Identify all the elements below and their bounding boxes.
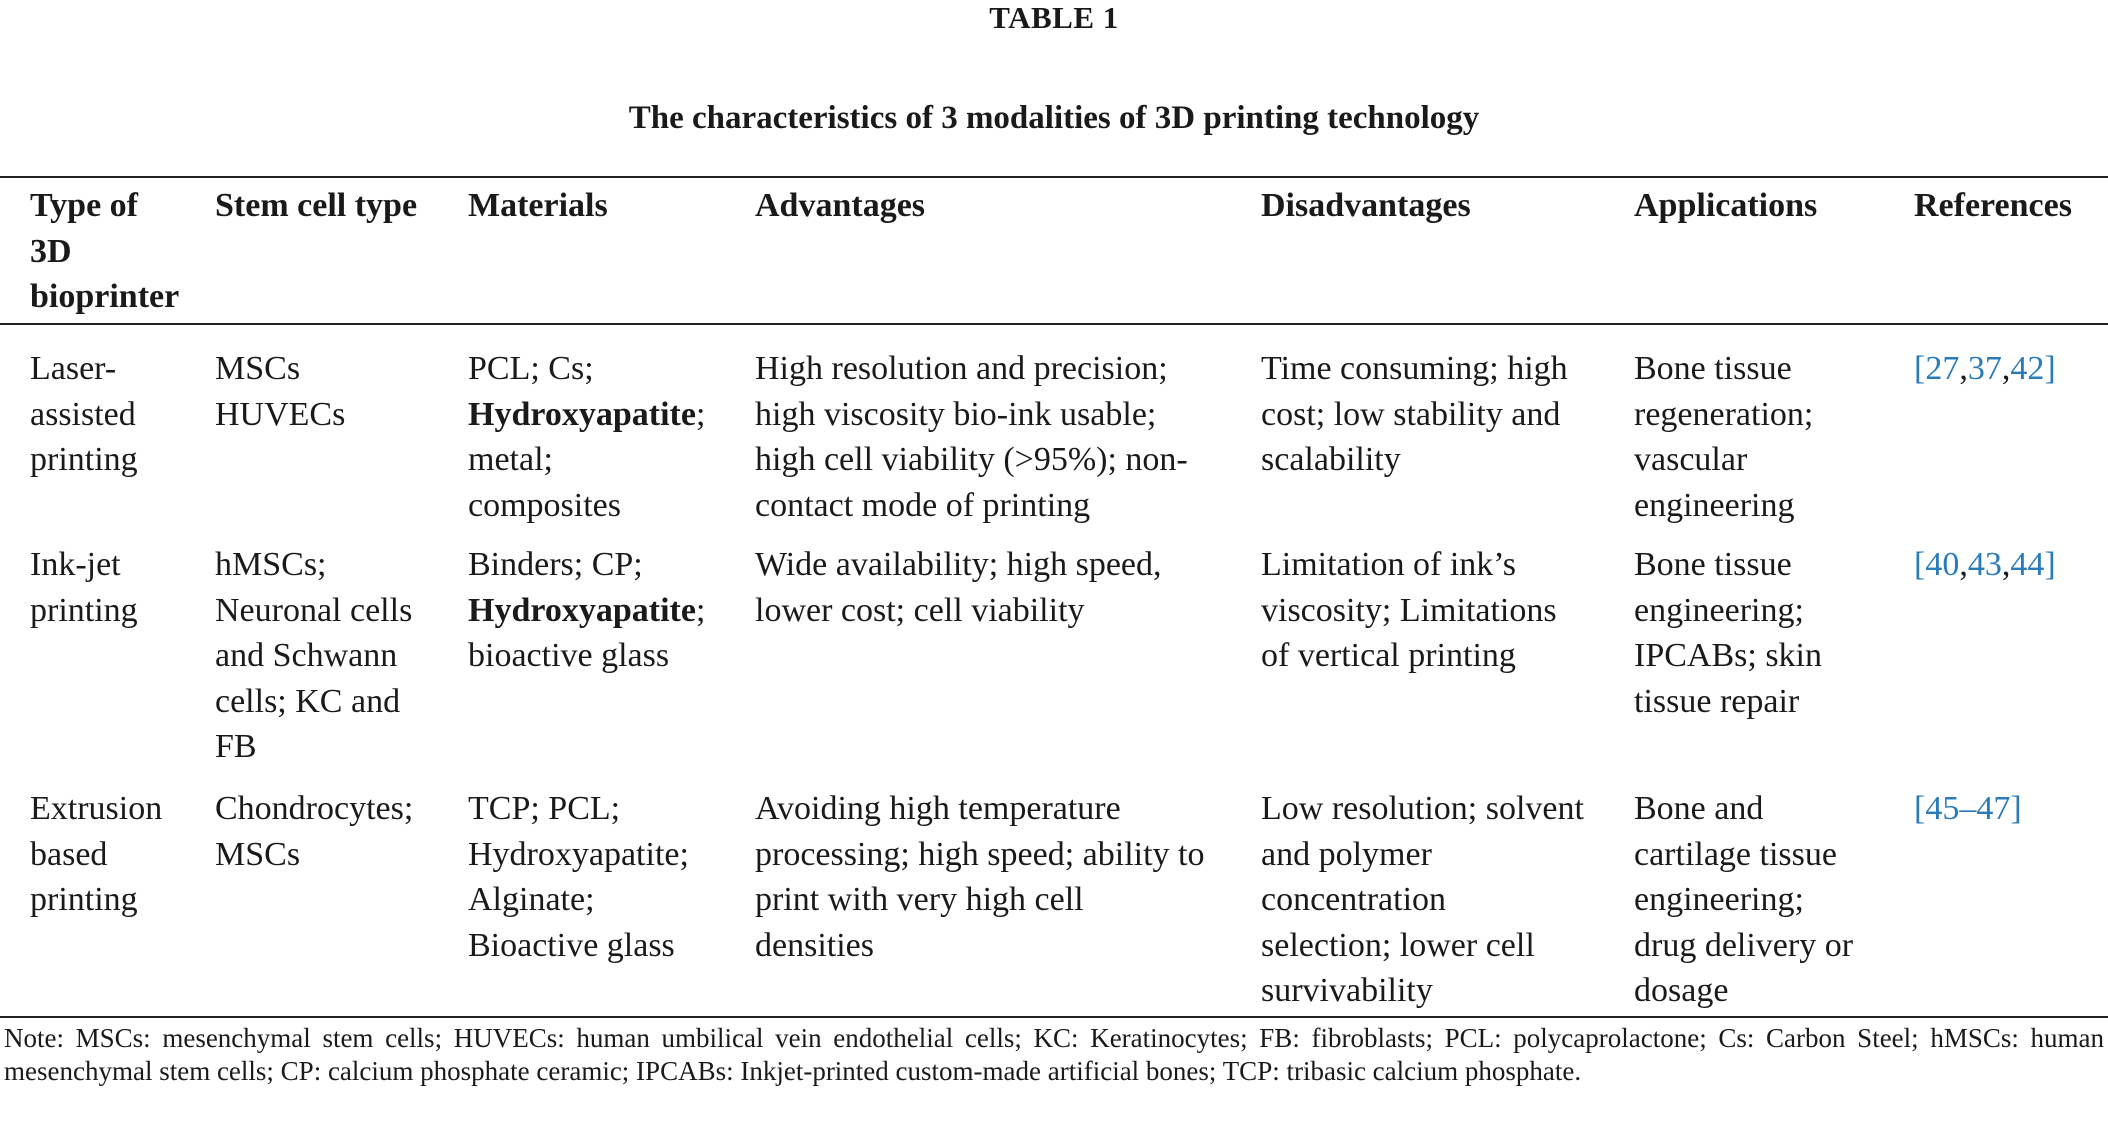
punctuation: ; xyxy=(695,395,706,433)
reference-link[interactable]: 43 xyxy=(1967,546,2002,583)
cell-line: drug delivery or xyxy=(1634,926,1854,964)
reference-link[interactable]: 47 xyxy=(1976,790,2011,827)
cell-line: HUVECs xyxy=(215,395,346,433)
cell-line: regeneration; xyxy=(1634,395,1814,433)
table-bottom-rule xyxy=(0,1016,2108,1018)
cell-line: IPCABs; skin xyxy=(1634,637,1822,674)
reference-link[interactable]: 27 xyxy=(1925,350,1960,387)
row-laser-disadvantages xyxy=(1261,346,1568,483)
cell-line: PCL; Cs; xyxy=(468,350,594,387)
cell-line: Hydroxyapatite; xyxy=(468,835,689,873)
cell-line: based xyxy=(30,835,108,873)
row-extrusion-stem-cells xyxy=(215,786,413,877)
header-text: Disadvantages xyxy=(1261,187,1471,224)
header-text: 3D xyxy=(30,232,72,270)
row-extrusion-advantages xyxy=(755,786,1205,968)
row-inkjet-applications xyxy=(1634,542,1822,724)
cell-line xyxy=(468,588,705,634)
row-inkjet-materials xyxy=(468,542,705,679)
header-text: References xyxy=(1914,187,2072,224)
header-text: Advantages xyxy=(755,187,926,224)
cell-line: MSCs xyxy=(215,350,301,387)
cell-line: FB xyxy=(215,728,257,765)
cell-line: lower cost; cell viability xyxy=(755,591,1085,629)
header-type-of-bioprinter xyxy=(30,183,179,320)
ref-bracket: [ xyxy=(1914,790,1926,827)
cell-line: assisted xyxy=(30,395,136,433)
cell-line: Alginate; xyxy=(468,881,595,918)
ref-separator: , xyxy=(1959,546,1968,583)
cell-line: Chondrocytes; xyxy=(215,790,414,827)
cell-line: dosage xyxy=(1634,972,1729,1009)
cell-line: print with very high cell xyxy=(755,881,1084,918)
cell-line: TCP; PCL; xyxy=(468,790,621,827)
row-extrusion-disadvantages xyxy=(1261,786,1584,1014)
cell-line: scalability xyxy=(1261,441,1401,478)
row-inkjet-advantages xyxy=(755,542,1162,633)
cell-line xyxy=(468,392,705,438)
row-extrusion-references xyxy=(1914,786,2022,832)
table-top-rule xyxy=(0,176,2108,178)
header-text: Type of xyxy=(30,187,138,224)
ref-bracket: ] xyxy=(2044,546,2056,583)
row-laser-type xyxy=(30,346,138,483)
cell-line: cells; KC and xyxy=(215,682,401,720)
header-materials xyxy=(468,183,608,229)
row-laser-advantages xyxy=(755,346,1188,528)
reference-link[interactable]: 40 xyxy=(1925,546,1960,583)
cell-line: engineering xyxy=(1634,486,1795,524)
cell-line: of vertical printing xyxy=(1261,637,1516,674)
cell-line: Bone tissue xyxy=(1634,546,1792,583)
cell-line: survivability xyxy=(1261,972,1433,1009)
cell-line: Laser- xyxy=(30,350,117,387)
cell-line: high viscosity bio-ink usable; xyxy=(755,395,1157,433)
row-inkjet-stem-cells xyxy=(215,542,412,770)
ref-bracket: [ xyxy=(1914,546,1926,583)
row-laser-stem-cells xyxy=(215,346,345,437)
cell-line: engineering; xyxy=(1634,591,1804,629)
cell-line: High resolution and precision; xyxy=(755,350,1168,387)
table-label: TABLE 1 xyxy=(989,0,1119,35)
cell-line: bioactive glass xyxy=(468,637,670,674)
row-inkjet-disadvantages xyxy=(1261,542,1557,679)
bold-term: Hydroxyapatite xyxy=(468,591,696,629)
cell-line: printing xyxy=(30,881,138,918)
cell-line: metal; xyxy=(468,441,553,478)
row-extrusion-applications xyxy=(1634,786,1853,1014)
reference-link[interactable]: 42 xyxy=(2010,350,2045,387)
cell-line: Bioactive glass xyxy=(468,926,675,964)
cell-line: and polymer xyxy=(1261,835,1432,873)
header-advantages xyxy=(755,183,925,229)
table-header-rule xyxy=(0,323,2108,325)
ref-range-dash: – xyxy=(1959,790,1977,827)
cell-line: cost; low stability and xyxy=(1261,395,1561,433)
row-inkjet-type xyxy=(30,542,138,633)
cell-line: viscosity; Limitations xyxy=(1261,591,1557,629)
ref-bracket: ] xyxy=(2010,790,2022,827)
header-text: bioprinter xyxy=(30,278,180,315)
cell-line: Limitation of ink’s xyxy=(1261,546,1516,583)
cell-line: tissue repair xyxy=(1634,682,1800,720)
row-inkjet-references xyxy=(1914,542,2056,588)
cell-line: composites xyxy=(468,486,621,524)
row-laser-references xyxy=(1914,346,2056,392)
cell-line: Extrusion xyxy=(30,790,163,827)
cell-line: Time consuming; high xyxy=(1261,350,1568,387)
cell-line: Bone tissue xyxy=(1634,350,1792,387)
cell-line: Wide availability; high speed, xyxy=(755,546,1162,583)
cell-line: Binders; CP; xyxy=(468,546,643,583)
cell-line: high cell viability (>95%); non- xyxy=(755,441,1188,478)
cell-line: Ink-jet xyxy=(30,546,121,583)
header-text: Applications xyxy=(1634,187,1818,224)
cell-line: printing xyxy=(30,441,138,478)
row-extrusion-type xyxy=(30,786,162,923)
header-text: Materials xyxy=(468,187,608,224)
header-disadvantages xyxy=(1261,183,1471,229)
cell-line: Low resolution; solvent xyxy=(1261,790,1584,827)
header-text: Stem cell type xyxy=(215,187,418,224)
ref-separator: , xyxy=(1959,350,1968,387)
cell-line: printing xyxy=(30,591,138,629)
reference-link[interactable]: 45 xyxy=(1925,790,1960,827)
row-laser-applications xyxy=(1634,346,1813,528)
reference-link[interactable]: 44 xyxy=(2010,546,2045,583)
cell-line: cartilage tissue xyxy=(1634,835,1837,873)
bold-term: Hydroxyapatite xyxy=(468,395,696,433)
ref-separator: , xyxy=(2001,546,2011,583)
header-references xyxy=(1914,183,2072,229)
cell-line: hMSCs; xyxy=(215,546,327,583)
row-extrusion-materials xyxy=(468,786,689,968)
table-note: Note: MSCs: mesenchymal stem cells; HUVECs: human umbilical vein endothelial cells; KC: Keratinocytes; FB: fibroblasts; PCL: polycaprolactone; Cs: Carbon Steel; hMSCs: human mesenchymal stem cells; CP: calcium phosphate ceramic; IPCABs: Inkjet-printed custom-made artificial bones; TCP: tribasic calcium phosphate. xyxy=(4,1023,2104,1086)
cell-line: and Schwann xyxy=(215,637,398,674)
header-stem-cell-type xyxy=(215,183,417,229)
cell-line: Avoiding high temperature xyxy=(755,790,1121,827)
ref-separator: , xyxy=(2001,350,2011,387)
ref-bracket: [ xyxy=(1914,350,1926,387)
cell-line: vascular xyxy=(1634,441,1748,478)
cell-line: selection; lower cell xyxy=(1261,926,1535,964)
punctuation: ; xyxy=(695,591,706,629)
reference-link[interactable]: 37 xyxy=(1967,350,2002,387)
ref-bracket: ] xyxy=(2044,350,2056,387)
row-laser-materials xyxy=(468,346,705,528)
cell-line: contact mode of printing xyxy=(755,486,1091,524)
cell-line: MSCs xyxy=(215,835,301,873)
cell-line: Neuronal cells xyxy=(215,591,413,629)
header-applications xyxy=(1634,183,1817,229)
cell-line: Bone and xyxy=(1634,790,1764,827)
table-caption: The characteristics of 3 modalities of 3D printing technology xyxy=(628,100,1480,136)
cell-line: densities xyxy=(755,926,874,964)
cell-line: processing; high speed; ability to xyxy=(755,835,1205,873)
cell-line: concentration xyxy=(1261,881,1447,918)
cell-line: engineering; xyxy=(1634,881,1804,918)
